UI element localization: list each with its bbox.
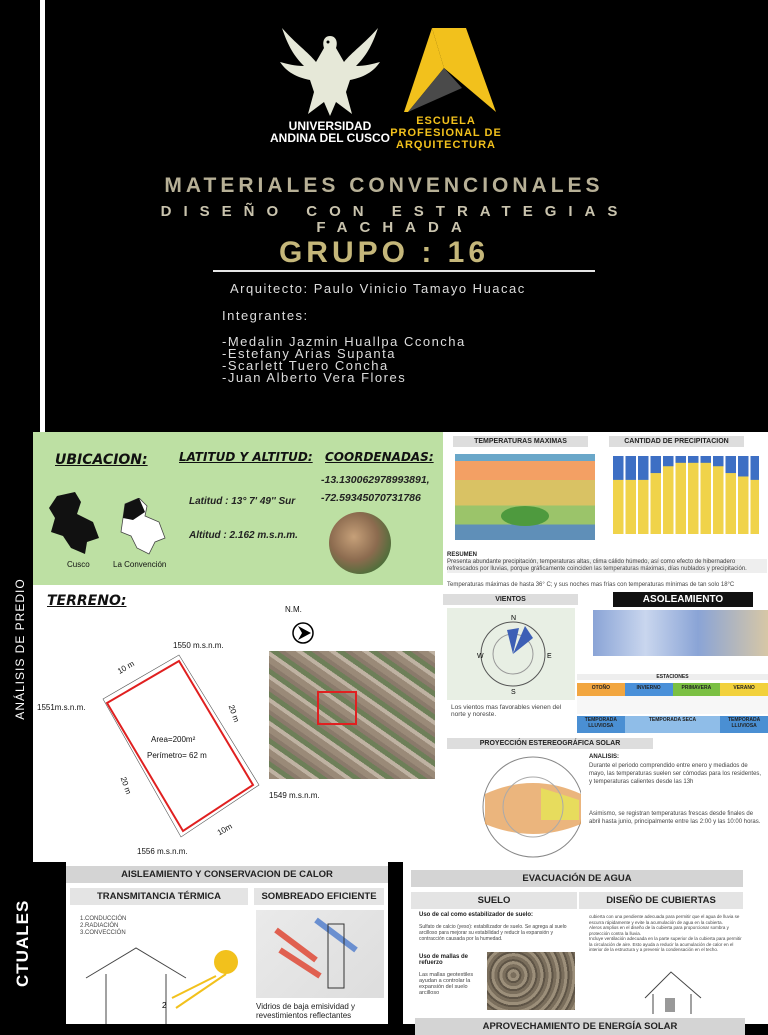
summary-text: Presenta abundante precipitación, temperaturas altas, clima cálido húmedo, así como efecto de hibernadero refrescados por lluvias, porque gráficamente coinciden las temperaturas máximas, días nublados y precipitación.: [447, 559, 767, 573]
lime-text: Sulfato de calcio (yeso): estabilizador de suelo. Se agrega al suelo arcilloso para mejorar su estabilidad y reducir la expansión y contracción causada por la humedad.: [419, 924, 567, 942]
insulation-title: AISLEAMIENTO Y CONSERVACION DE CALOR: [66, 866, 388, 883]
shading-sketch: [256, 910, 384, 998]
rain-bar-bg: [688, 456, 699, 534]
university-name: UNIVERSIDAD ANDINA DEL CUSCO: [270, 119, 391, 145]
rain-bar: [751, 456, 760, 480]
svg-text:S: S: [511, 689, 516, 696]
analysis-side-label: ANÁLISIS DE PREDIO: [0, 432, 33, 862]
location-panel: [33, 432, 443, 585]
lat-alt-heading: LATITUD Y ALTITUD:: [179, 450, 313, 464]
group-number: GRUPO : 16: [278, 236, 490, 269]
analysis-text: Durante el periodo comprendido entre enero y mediados de mayo, las temperaturas suelen ser cómodas para los residentes, y temperaturas calientes desde las 13h: [589, 763, 762, 785]
coordinate-lat: -13.130062978993891,: [321, 474, 430, 486]
rain-bar: [676, 456, 687, 463]
stations-title: ESTACIONES: [577, 674, 768, 680]
rain-bar: [613, 456, 624, 480]
page-title: MATERIALES CONVENCIONALES: [164, 174, 604, 197]
mesh-text: Las mallas geotextiles ayudan a controlar la expansión del suelo arcilloso: [419, 972, 474, 996]
rain-chart-title: CANTIDAD DE PRECIPITACION: [609, 436, 744, 447]
north-arrow-icon: [291, 621, 315, 645]
rain-bar: [726, 456, 737, 473]
rain-bar: [701, 456, 712, 463]
member-4: -Juan Alberto Vera Flores: [222, 370, 407, 385]
terrain-plot-outline: [89, 647, 269, 847]
rain-bar: [626, 456, 637, 480]
member-2: -Estefany Arias Supanta: [222, 346, 396, 361]
transmittance-list: 1.CONDUCCIÓN 2.RADIACIÓN 3.CONVECCIÓN: [80, 916, 127, 936]
rain-bar: [688, 456, 699, 463]
title-underline: [213, 270, 595, 272]
winds-text: Los vientos mas favorables vienen del norte y noreste.: [451, 704, 562, 718]
rain-bar: [663, 456, 674, 466]
temps-text: Temperaturas máximas de hasta 36° C; y sus noches mas frías con temperaturas mínimas de tan solo 18°C: [447, 582, 735, 588]
north-label: N.M.: [285, 605, 302, 614]
terrain-heading: TERRENO:: [47, 593, 127, 609]
la-convencion-map-icon: [117, 498, 167, 556]
water-title: EVACUACIÓN DE AGUA: [411, 870, 743, 887]
transmittance-title: TRANSMITANCIA TÉRMICA: [70, 888, 248, 905]
terrain-perimeter: Perímetro= 62 m: [147, 751, 207, 760]
page-subtitle: DISEÑO CON ESTRATEGIAS FACHADA: [160, 203, 630, 236]
side-20m-left: 20 m: [118, 775, 134, 796]
cusco-label: Cusco: [67, 560, 90, 569]
side-10m-bottom: 10m: [215, 821, 234, 838]
rain-bar-bg: [676, 456, 687, 534]
rain-bar: [651, 456, 662, 473]
sun-title: ASOLEAMIENTO: [613, 592, 753, 607]
side-10m-top: 10 m: [115, 659, 136, 676]
rain-bar: [638, 456, 649, 480]
terrain-panel: [33, 585, 443, 862]
analysis-text-2: Asimismo, se registran temperaturas frescas desde finales de abril hasta junio, principalmente entre las 2:00 y las 10:00 horas.: [589, 811, 761, 825]
school-name: ESCUELA PROFESIONAL DE ARQUITECTURA: [390, 115, 502, 151]
terrain-area: Area=200m²: [151, 735, 196, 744]
water-panel: [403, 862, 768, 1032]
ubicacion-heading: UBICACION:: [55, 452, 148, 468]
winds-title: VIENTOS: [443, 594, 578, 605]
wind-rose-diagram: [447, 608, 575, 700]
house-heat-sketch: [76, 938, 248, 1024]
summary-label: RESUMEN: [447, 552, 478, 558]
members-label: Integrantes:: [222, 308, 309, 323]
climate-panel: [443, 432, 768, 862]
roof-list: cubierta con una pendiente adecuada para permitir que el agua de lluvia se escurra rápidamente y evite la acumulación de agua en la cubierta. Aleros amplios en el diseño de la cubierta para proporcionar sombra y protección contra la lluvia. Incluye ventilación adecuada en la parte superior de la cubierta para permitir la circulación de aire. Esto ayuda a reducir la acumulación de calor en el interior de la estructura y a prevenir la condensación en el techo.: [589, 914, 742, 952]
roof-title: DISEÑO DE CUBIERTAS: [579, 892, 743, 909]
stereographic-diagram: [451, 754, 581, 860]
cusco-map-icon: [47, 492, 103, 556]
architecture-school-logo-icon: [404, 28, 496, 114]
rain-bar: [713, 456, 724, 466]
elev-right: 1549 m.s.n.m.: [269, 791, 320, 800]
la-convencion-label: La Convención: [113, 560, 167, 569]
latitude-value: Latitud : 13° 7' 49'' Sur: [189, 496, 296, 507]
rain-bar-bg: [663, 456, 674, 534]
soil-title: SUELO: [411, 892, 577, 909]
roof-sketch: [641, 968, 705, 1014]
stereo-title: PROYECCIÓN ESTEREOGRÁFICA SOLAR: [447, 738, 653, 749]
elev-bottom: 1556 m.s.n.m.: [137, 847, 188, 856]
stations-table: OTOÑO INVIERNO PRIMAVERA VERANO TEMPORADA LLUVIOSA TEMPORADA SECA TEMPORADA LLUVIOSA: [577, 683, 768, 733]
temperature-chart: [455, 454, 595, 540]
site-satellite-photo: [269, 651, 435, 779]
elev-top: 1550 m.s.n.m.: [173, 641, 224, 650]
insulation-panel: [66, 862, 388, 1024]
altitude-value: Altitud : 2.162 m.s.n.m.: [189, 530, 298, 541]
header-divider-bar: [40, 0, 45, 432]
temp-chart-title: TEMPERATURAS MAXIMAS: [453, 436, 588, 447]
rain-bar: [738, 456, 749, 476]
condor-logo-icon: [280, 22, 380, 118]
rain-bar-bg: [701, 456, 712, 534]
shading-title: SOMBREADO EFICIENTE: [254, 888, 384, 905]
coordinate-lon: -72.59345070731786: [321, 492, 421, 504]
elev-left: 1551m.s.n.m.: [37, 703, 86, 712]
coordinates-heading: COORDENADAS:: [325, 450, 434, 464]
member-1: -Medalin Jazmin Huallpa Cconcha: [222, 334, 466, 349]
precipitation-chart: [609, 452, 759, 544]
architect-name: Arquitecto: Paulo Vinicio Tamayo Huacac: [230, 281, 526, 296]
solar-energy-title: APROVECHAMIENTO DE ENERGÍA SOLAR: [415, 1018, 745, 1035]
svg-text:N: N: [511, 615, 517, 622]
site-outline-marker: [317, 691, 357, 725]
soil-photo: [487, 952, 575, 1010]
svg-text:E: E: [547, 653, 552, 660]
aerial-photo-circle: [329, 512, 391, 574]
member-3: -Scarlett Tuero Concha: [222, 358, 389, 373]
lime-heading: Uso de cal como estabilizador de suelo:: [419, 912, 534, 918]
rain-bar-bg: [713, 456, 724, 534]
side-20m-right: 20 m: [226, 703, 242, 724]
mesh-heading: Uso de mallas de refuerzo: [419, 954, 469, 966]
glass-text: Vidrios de baja emisividad y revestimientos reflectantes: [256, 1002, 356, 1020]
svg-text:2: 2: [162, 1001, 167, 1010]
analysis-label: ANALISIS:: [589, 754, 619, 760]
sun-path-images: [593, 610, 768, 656]
structures-side-label: CTUALES: [13, 899, 32, 987]
svg-text:W: W: [477, 653, 484, 660]
members-list: [222, 336, 466, 384]
